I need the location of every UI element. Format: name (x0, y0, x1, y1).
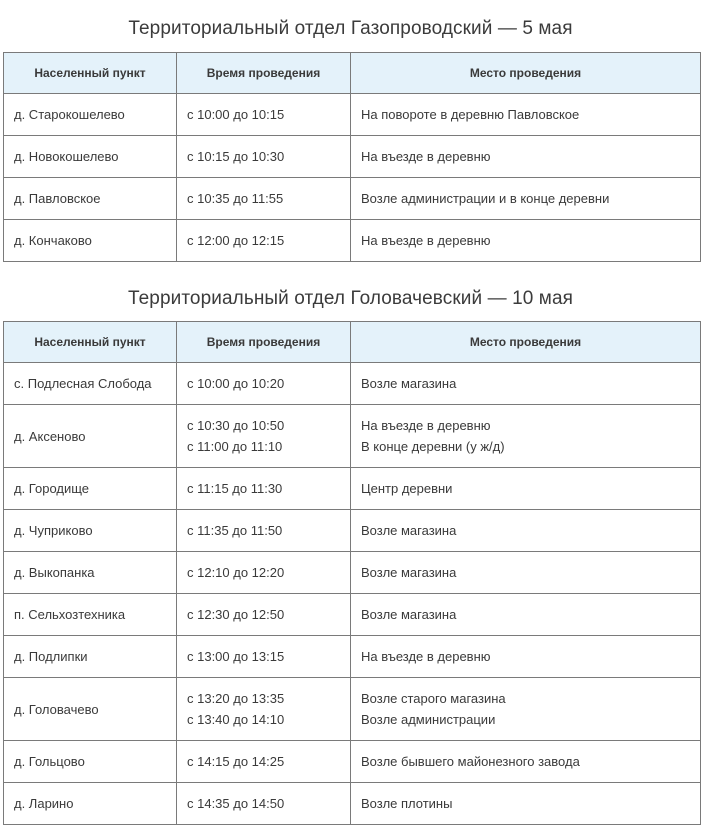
place-line: На въезде в деревню (361, 418, 491, 433)
time-cell (177, 678, 351, 741)
settlement-cell: д. Головачево (4, 678, 177, 741)
column-header-time: Время проведения (177, 53, 351, 94)
time-line: с 10:30 до 10:50 (187, 418, 285, 433)
table-row (4, 783, 701, 825)
settlement-cell: д. Павловское (4, 178, 177, 220)
settlement-cell: п. Сельхозтехника (4, 594, 177, 636)
table-row (4, 220, 701, 262)
settlement-cell: с. Подлесная Слобода (4, 363, 177, 405)
time-cell: с 12:00 до 12:15 (177, 220, 351, 262)
table-header-row (4, 322, 701, 363)
column-header-place: Место проведения (351, 53, 701, 94)
time-cell: с 10:15 до 10:30 (177, 136, 351, 178)
time-line: с 11:00 до 11:10 (187, 439, 283, 454)
settlement-cell: д. Старокошелево (4, 94, 177, 136)
time-cell (177, 405, 351, 468)
settlement-cell: д. Выкопанка (4, 552, 177, 594)
place-cell: На въезде в деревню (351, 636, 701, 678)
table-row (4, 636, 701, 678)
place-cell: Возле магазина (351, 594, 701, 636)
place-cell: Возле плотины (351, 783, 701, 825)
schedule-table-golovachevsky (3, 321, 701, 825)
place-cell: Возле администрации и в конце деревни (351, 178, 701, 220)
place-cell (351, 678, 701, 741)
time-cell: с 11:15 до 11:30 (177, 468, 351, 510)
settlement-cell: д. Ларино (4, 783, 177, 825)
column-header-settlement: Населенный пункт (4, 53, 177, 94)
time-line: с 13:40 до 14:10 (187, 712, 285, 727)
table-row (4, 741, 701, 783)
column-header-time: Время проведения (177, 322, 351, 363)
place-cell: Центр деревни (351, 468, 701, 510)
place-line: Возле старого магазина (361, 691, 506, 706)
time-cell: с 11:35 до 11:50 (177, 510, 351, 552)
time-cell: с 13:00 до 13:15 (177, 636, 351, 678)
table-row (4, 552, 701, 594)
time-cell: с 12:30 до 12:50 (177, 594, 351, 636)
table-row (4, 363, 701, 405)
table-header-row (4, 53, 701, 94)
table-row (4, 678, 701, 741)
place-cell: На въезде в деревню (351, 220, 701, 262)
settlement-cell: д. Чуприково (4, 510, 177, 552)
schedule-table-gazoprovodsky (3, 52, 701, 262)
settlement-cell: д. Кончаково (4, 220, 177, 262)
time-cell: с 14:35 до 14:50 (177, 783, 351, 825)
place-cell: На въезде в деревню (351, 136, 701, 178)
time-line: с 13:20 до 13:35 (187, 691, 285, 706)
section-title-golovachevsky: Территориальный отдел Головачевский — 10 мая (127, 288, 574, 309)
place-cell: Возле бывшего майонезного завода (351, 741, 701, 783)
place-cell (351, 405, 701, 468)
settlement-cell: д. Гольцово (4, 741, 177, 783)
table-row (4, 94, 701, 136)
column-header-place: Место проведения (351, 322, 701, 363)
time-cell: с 10:00 до 10:20 (177, 363, 351, 405)
section-title-gazoprovodsky: Территориальный отдел Газопроводский — 5 мая (128, 18, 573, 39)
table-row (4, 510, 701, 552)
time-cell: с 10:00 до 10:15 (177, 94, 351, 136)
place-cell: Возле магазина (351, 552, 701, 594)
place-cell: Возле магазина (351, 510, 701, 552)
settlement-cell: д. Городище (4, 468, 177, 510)
table-row (4, 136, 701, 178)
settlement-cell: д. Аксеново (4, 405, 177, 468)
column-header-settlement: Населенный пункт (4, 322, 177, 363)
table-row (4, 594, 701, 636)
time-cell: с 10:35 до 11:55 (177, 178, 351, 220)
place-line: Возле администрации (361, 712, 496, 727)
table-row (4, 405, 701, 468)
table-row (4, 468, 701, 510)
settlement-cell: д. Подлипки (4, 636, 177, 678)
place-line: В конце деревни (у ж/д) (361, 439, 505, 454)
table-row (4, 178, 701, 220)
place-cell: Возле магазина (351, 363, 701, 405)
settlement-cell: д. Новокошелево (4, 136, 177, 178)
time-cell: с 12:10 до 12:20 (177, 552, 351, 594)
place-cell: На повороте в деревню Павловское (351, 94, 701, 136)
time-cell: с 14:15 до 14:25 (177, 741, 351, 783)
